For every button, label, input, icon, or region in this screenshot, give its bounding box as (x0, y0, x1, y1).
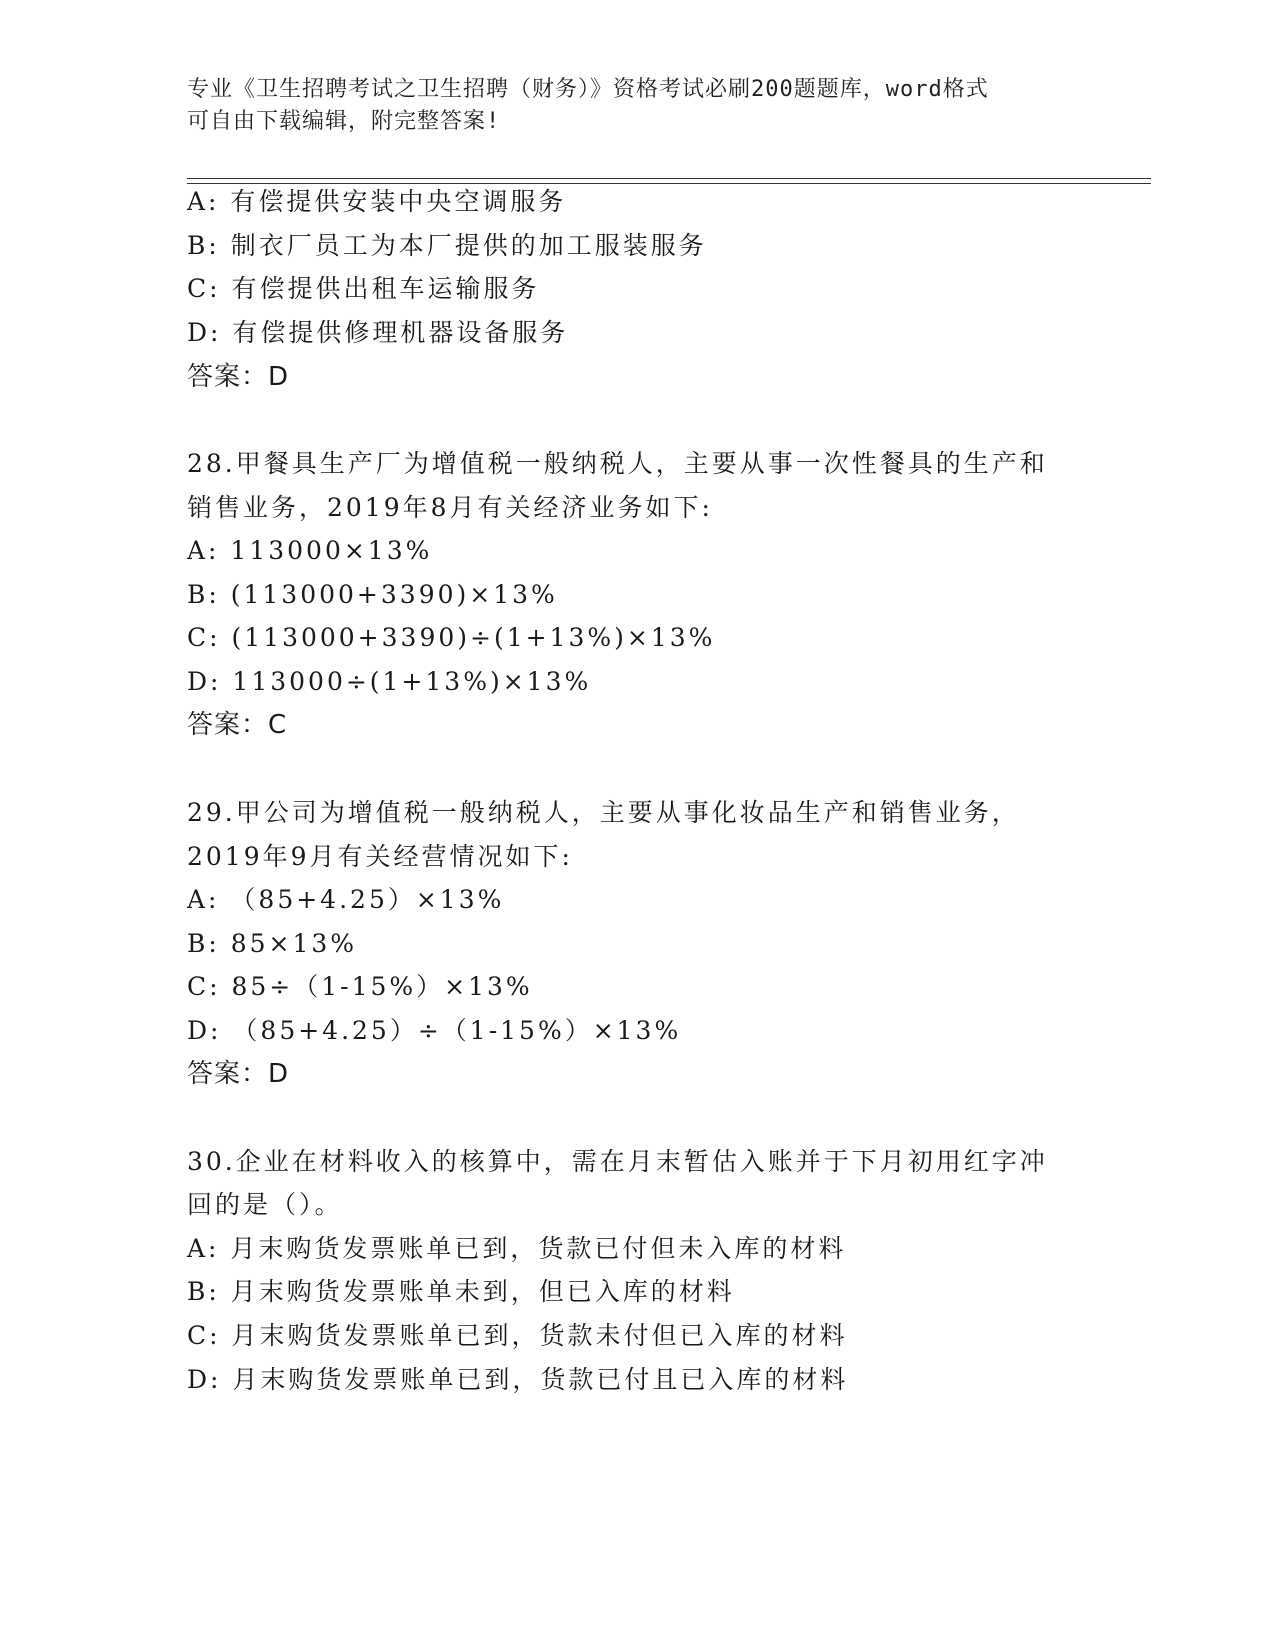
question-30-option-c: C: 月末购货发票账单已到，货款未付但已入库的材料 (187, 1321, 848, 1350)
question-29-stem-line-2: 2019年9月有关经营情况如下: (187, 842, 573, 871)
question-28-stem-line-2: 销售业务，2019年8月有关经济业务如下: (187, 493, 713, 522)
question-29-option-a: A: （85+4.25）×13% (187, 885, 505, 914)
question-28-answer: 答案：C (187, 710, 288, 740)
answer: 答案：D (187, 362, 290, 392)
header-divider-bottom (187, 183, 1151, 184)
question-28-option-b: B: (113000+3390)×13% (187, 580, 558, 609)
question-28-option-d: D: 113000÷(1+13%)×13% (187, 667, 592, 696)
question-28-stem-line-1: 28.甲餐具生产厂为增值税一般纳税人，主要从事一次性餐具的生产和 (187, 449, 1048, 478)
header-divider-top (187, 178, 1151, 179)
option-a: A: 有偿提供安装中央空调服务 (187, 187, 567, 216)
question-29-option-d: D: （85+4.25）÷（1-15%）×13% (187, 1016, 682, 1045)
question-30-stem-line-1: 30.企业在材料收入的核算中，需在月末暂估入账并于下月初用红字冲 (187, 1147, 1048, 1176)
question-28-option-a: A: 113000×13% (187, 536, 433, 565)
question-29-option-c: C: 85÷（1-15%）×13% (187, 972, 533, 1001)
document-header (187, 74, 1067, 138)
question-29-option-b: B: 85×13% (187, 929, 358, 958)
question-29-stem-line-1: 29.甲公司为增值税一般纳税人，主要从事化妆品生产和销售业务， (187, 798, 1020, 827)
option-b: B: 制衣厂员工为本厂提供的加工服装服务 (187, 231, 707, 260)
header-title-line-1: 专业《卫生招聘考试之卫生招聘（财务）》资格考试必刷200题题库，word格式 (187, 77, 989, 102)
question-30-option-d: D: 月末购货发票账单已到，货款已付且已入库的材料 (187, 1365, 849, 1394)
option-c: C: 有偿提供出租车运输服务 (187, 274, 540, 303)
header-title-line-2: 可自由下载编辑，附完整答案! (187, 109, 501, 134)
option-d: D: 有偿提供修理机器设备服务 (187, 318, 569, 347)
question-30-stem-line-2: 回的是（）。 (187, 1190, 343, 1219)
question-29-answer: 答案：D (187, 1059, 290, 1089)
question-30-option-b: B: 月末购货发票账单未到，但已入库的材料 (187, 1277, 735, 1306)
question-28-option-c: C: (113000+3390)÷(1+13%)×13% (187, 623, 716, 652)
question-30-option-a: A: 月末购货发票账单已到，货款已付但未入库的材料 (187, 1234, 847, 1263)
